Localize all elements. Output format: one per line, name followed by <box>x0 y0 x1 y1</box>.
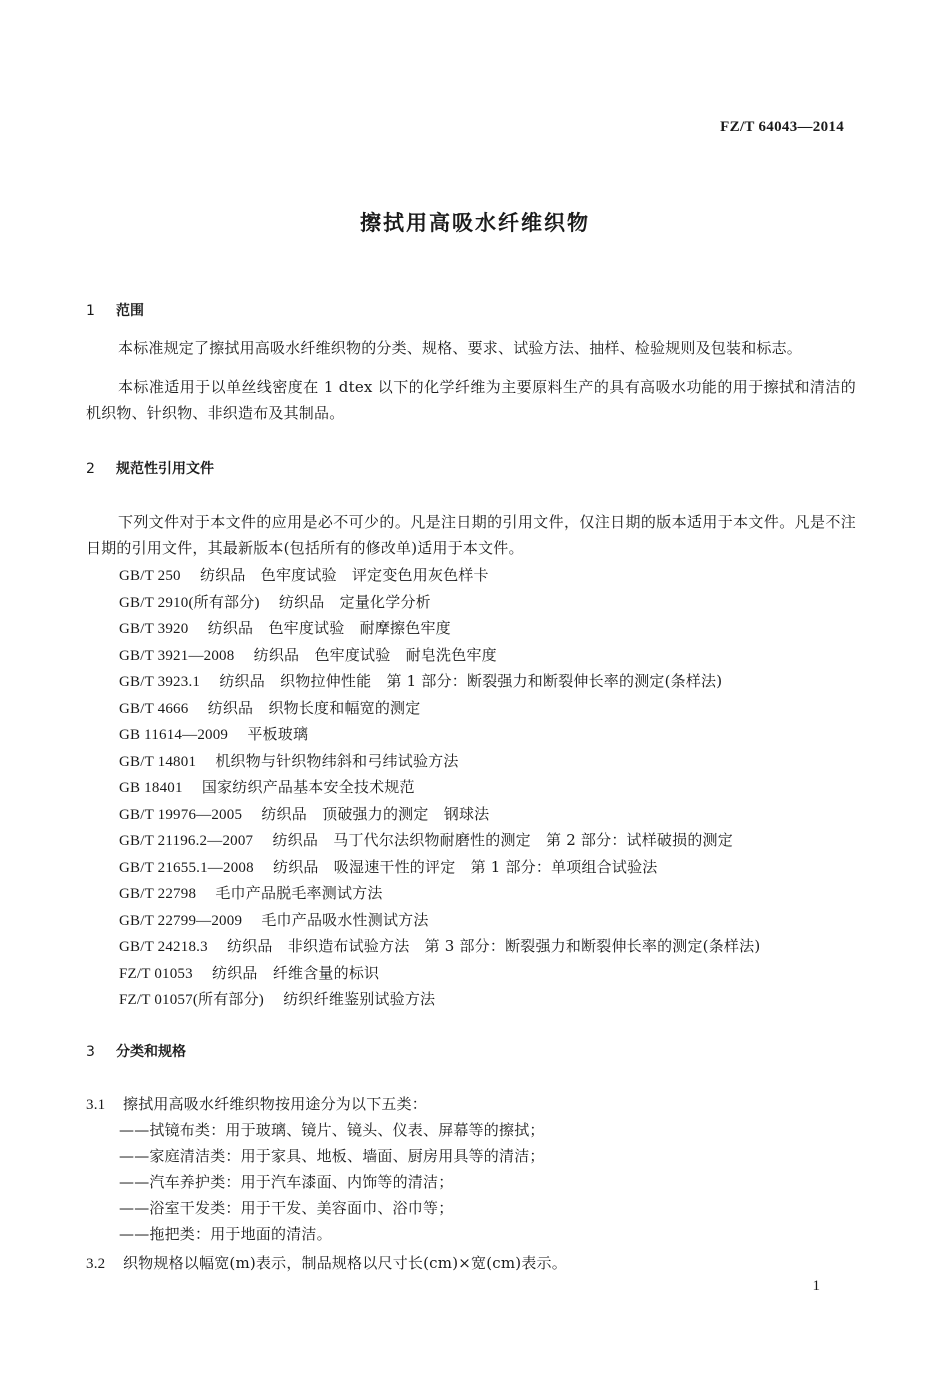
section-title: 范围 <box>116 303 144 319</box>
reference-item <box>119 880 760 907</box>
category-list <box>119 1117 545 1247</box>
clause-number: 3.1 <box>86 1097 106 1113</box>
reference-title: 纺织品 马丁代尔法织物耐磨性的测定 第 2 部分：试样破损的测定 <box>272 831 733 849</box>
reference-code: GB/T 21655.1—2008 <box>119 859 254 876</box>
reference-title: 纺织品 织物长度和幅宽的测定 <box>207 698 421 717</box>
reference-code: GB/T 3921—2008 <box>119 647 235 664</box>
standard-code: FZ/T 64043—2014 <box>720 119 844 135</box>
section-2-heading <box>86 458 214 478</box>
category-item: ——拖把类：用于地面的清洁。 <box>119 1225 332 1243</box>
reference-code: GB/T 250 <box>119 568 181 584</box>
reference-item <box>119 960 760 987</box>
reference-item <box>119 907 760 934</box>
section-1-heading <box>86 300 144 320</box>
reference-item <box>119 562 760 589</box>
reference-title: 机织物与针织物纬斜和弓纬试验方法 <box>215 751 459 770</box>
category-item: ——拭镜布类：用于玻璃、镜片、镜头、仪表、屏幕等的擦拭； <box>119 1121 545 1139</box>
reference-code: GB/T 3923.1 <box>119 674 201 690</box>
document-title: 擦拭用高吸水纤维织物 <box>360 211 590 235</box>
reference-item <box>119 827 760 854</box>
reference-title: 纺织品 定量化学分析 <box>278 592 431 611</box>
reference-item <box>119 642 760 669</box>
reference-code: GB/T 22798 <box>119 886 197 902</box>
clause-number: 3.2 <box>86 1256 106 1272</box>
clause-3-1 <box>86 1093 427 1114</box>
clause-text: 织物规格以幅宽(m)表示，制品规格以尺寸长(cm)×宽(cm)表示。 <box>123 1254 567 1272</box>
reference-item <box>119 748 760 775</box>
category-item: ——汽车养护类：用于汽车漆面、内饰等的清洁； <box>119 1173 454 1191</box>
reference-title: 纺织品 色牢度试验 耐皂洗色牢度 <box>253 645 497 664</box>
reference-code: GB/T 14801 <box>119 753 197 770</box>
reference-title: 纺织品 织物拉伸性能 第 1 部分：断裂强力和断裂伸长率的测定(条样法) <box>219 672 723 690</box>
reference-title: 国家纺织产品基本安全技术规范 <box>201 778 415 796</box>
section-number: 1 <box>86 303 95 319</box>
references-intro: 下列文件对于本文件的应用是必不可少的。凡是注日期的引用文件，仅注日期的版本适用于本文件。凡是不注日期的引用文件，其最新版本(包括所有的修改单)适用于本文件。 <box>86 513 856 557</box>
reference-title: 平板玻璃 <box>247 725 309 743</box>
section-number: 3 <box>86 1044 95 1060</box>
reference-code: GB/T 2910(所有部分) <box>119 594 260 611</box>
reference-code: GB/T 19976—2005 <box>119 806 243 823</box>
reference-code: GB 18401 <box>119 780 183 796</box>
reference-item <box>119 774 760 801</box>
section-title: 规范性引用文件 <box>116 461 214 477</box>
page-number: 1 <box>812 1278 820 1294</box>
section-3-heading <box>86 1041 186 1061</box>
clause-3-2 <box>86 1252 567 1273</box>
reference-title: 毛巾产品脱毛率测试方法 <box>215 884 383 902</box>
scope-paragraph-1: 本标准规定了擦拭用高吸水纤维织物的分类、规格、要求、试验方法、抽样、检验规则及包装和标志。 <box>118 339 803 357</box>
reference-title: 纺织品 色牢度试验 耐摩擦色牢度 <box>207 619 451 637</box>
reference-title: 纺织纤维鉴别试验方法 <box>283 990 436 1008</box>
reference-item <box>119 695 760 722</box>
section-number: 2 <box>86 461 95 477</box>
reference-item <box>119 933 760 960</box>
reference-item <box>119 615 760 642</box>
reference-title: 纺织品 吸湿速干性的评定 第 1 部分：单项组合试验法 <box>273 857 658 876</box>
reference-code: FZ/T 01057(所有部分) <box>119 992 265 1008</box>
reference-title: 毛巾产品吸水性测试方法 <box>261 910 429 929</box>
reference-title: 纺织品 顶破强力的测定 钢球法 <box>261 804 490 823</box>
reference-title: 纺织品 非织造布试验方法 第 3 部分：断裂强力和断裂伸长率的测定(条样法) <box>227 937 761 955</box>
reference-item <box>119 721 760 748</box>
category-item: ——家庭清洁类：用于家具、地板、墙面、厨房用具等的清洁； <box>119 1147 545 1165</box>
reference-code: GB 11614—2009 <box>119 727 229 743</box>
reference-code: FZ/T 01053 <box>119 965 193 982</box>
section-title: 分类和规格 <box>116 1044 186 1060</box>
reference-code: GB/T 3920 <box>119 621 189 637</box>
reference-item <box>119 854 760 881</box>
scope-paragraph-2: 本标准适用于以单丝线密度在 1 dtex 以下的化学纤维为主要原料生产的具有高吸水功能的用于擦拭和清洁的机织物、针织物、非织造布及其制品。 <box>86 378 856 422</box>
reference-title: 纺织品 色牢度试验 评定变色用灰色样卡 <box>199 566 489 584</box>
reference-code: GB/T 22799—2009 <box>119 912 243 929</box>
reference-code: GB/T 4666 <box>119 700 189 717</box>
reference-item <box>119 668 760 695</box>
reference-title: 纺织品 纤维含量的标识 <box>212 963 380 982</box>
reference-list <box>119 562 760 1013</box>
reference-item <box>119 986 760 1013</box>
reference-item <box>119 801 760 828</box>
clause-text: 擦拭用高吸水纤维织物按用途分为以下五类： <box>123 1095 428 1113</box>
reference-item <box>119 589 760 616</box>
reference-code: GB/T 24218.3 <box>119 939 208 955</box>
category-item: ——浴室干发类：用于干发、美容面巾、浴巾等； <box>119 1199 454 1217</box>
reference-code: GB/T 21196.2—2007 <box>119 833 254 849</box>
